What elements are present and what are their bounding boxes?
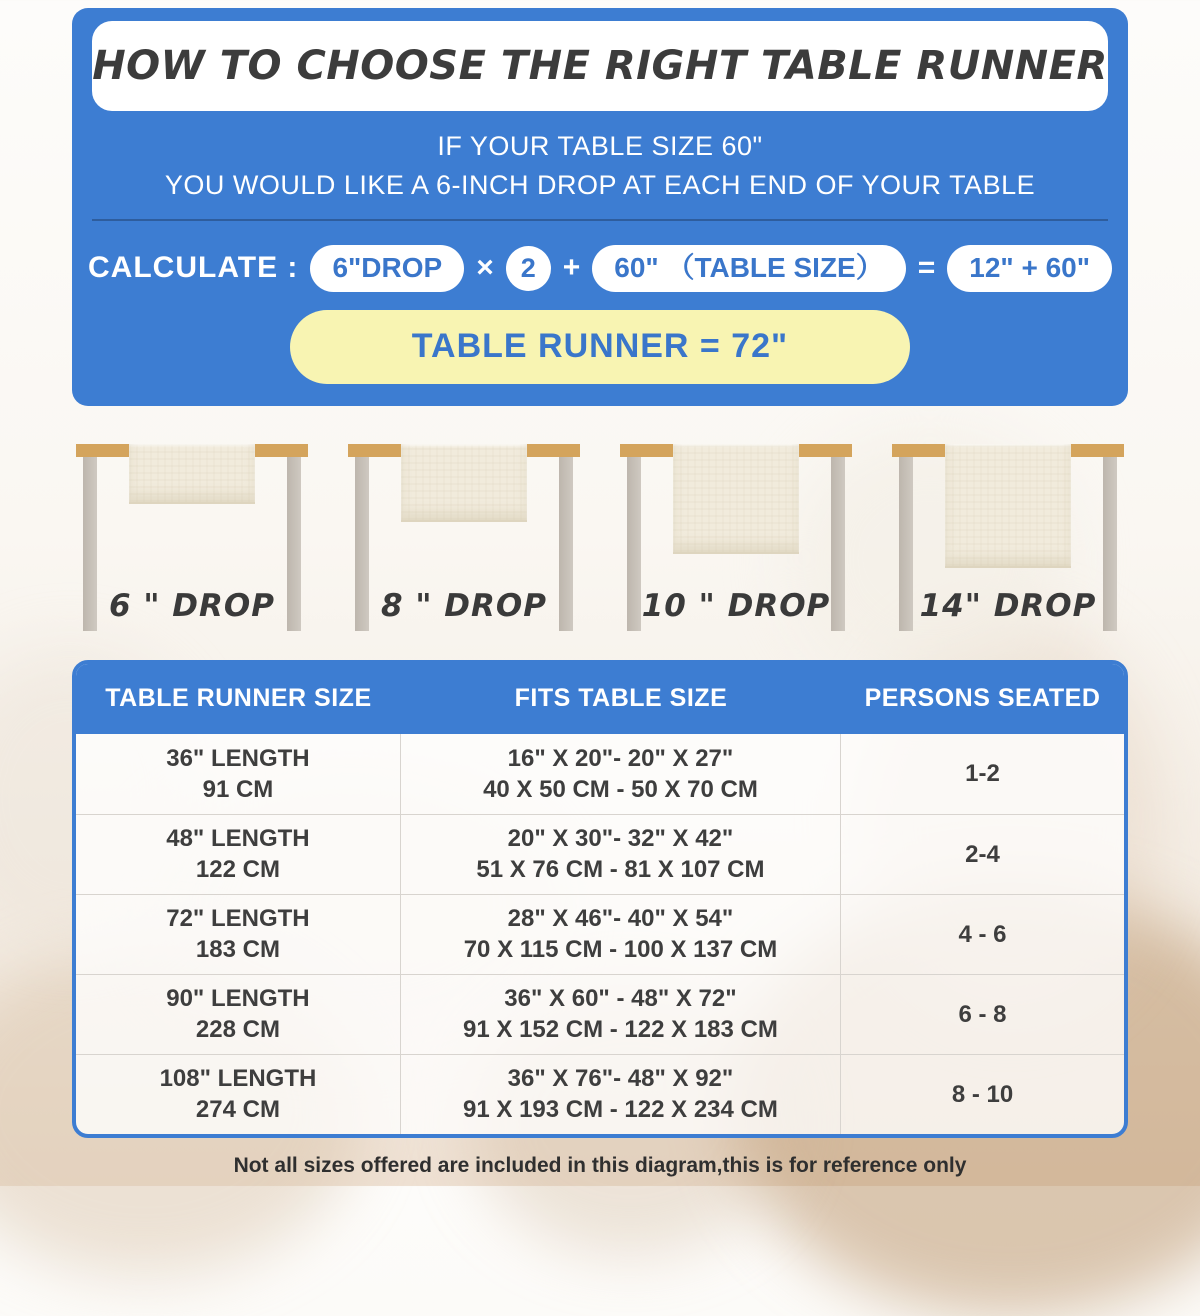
fits-size-in: 36" X 60" - 48" X 72": [504, 985, 737, 1013]
cell-runner-size: [76, 1055, 401, 1134]
drop-label: 6 " DROP: [109, 587, 275, 624]
cell-fits-size: [401, 734, 841, 814]
fits-size-cm: 91 X 152 CM - 122 X 183 CM: [463, 1016, 778, 1044]
runner-length-cm: 183 CM: [195, 936, 280, 964]
cell-persons: 2-4: [965, 840, 1000, 868]
runner-length-in: 108" LENGTH: [159, 1065, 317, 1093]
table-runner: [945, 444, 1071, 568]
fits-size-in: 20" X 30"- 32" X 42": [507, 825, 734, 853]
cell-persons: 8 - 10: [951, 1080, 1014, 1108]
multiply-sign: ×: [476, 251, 494, 285]
drop-label: 10 " DROP: [641, 587, 831, 624]
multiplier-badge: 2: [506, 246, 551, 291]
cell-runner-size: [76, 975, 401, 1054]
runner-length-in: 90" LENGTH: [166, 985, 310, 1013]
runner-length-in: 36" LENGTH: [166, 744, 310, 772]
drop-figures: [72, 444, 1128, 634]
table-figure-10-inch: [616, 444, 856, 634]
page-title: HOW TO CHOOSE THE RIGHT TABLE RUNNER: [92, 43, 1108, 89]
runner-length-in: 48" LENGTH: [166, 825, 310, 853]
subtitle-line-2: YOU WOULD LIKE A 6-INCH DROP AT EACH END OF YOUR TABLE: [164, 170, 1036, 200]
calculate-label: CALCULATE :: [88, 251, 299, 285]
table-row: [76, 734, 1124, 814]
cell-persons: 4 - 6: [958, 920, 1007, 948]
header-divider: [92, 219, 1108, 221]
size-table: [72, 660, 1128, 1138]
fits-size-cm: 40 X 50 CM - 50 X 70 CM: [483, 775, 758, 803]
column-header-runner-size: TABLE RUNNER SIZE: [105, 684, 372, 713]
table-figure-14-inch: [888, 444, 1128, 634]
size-table-header: [76, 664, 1124, 734]
fits-size-cm: 91 X 193 CM - 122 X 234 CM: [463, 1096, 778, 1124]
table-figure-6-inch: [72, 444, 312, 634]
header-panel: [72, 8, 1128, 406]
drop-label: 8 " DROP: [381, 587, 547, 624]
title-box: [92, 21, 1108, 111]
table-row: [76, 974, 1124, 1054]
footer-note: Not all sizes offered are included in this diagram,this is for reference only: [233, 1153, 967, 1177]
cell-runner-size: [76, 734, 401, 814]
result-pill: TABLE RUNNER = 72": [290, 310, 910, 384]
cell-fits-size: [401, 975, 841, 1054]
runner-length-cm: 274 CM: [195, 1096, 280, 1124]
fits-size-in: 16" X 20"- 20" X 27": [507, 744, 734, 772]
drop-pill: 6"DROP: [310, 245, 464, 292]
cell-fits-size: [401, 1055, 841, 1134]
runner-length-in: 72" LENGTH: [166, 905, 310, 933]
cell-persons: 6 - 8: [958, 1000, 1007, 1028]
column-header-persons: PERSONS SEATED: [864, 684, 1101, 713]
table-runner: [129, 444, 255, 504]
subtitle-line-1: IF YOUR TABLE SIZE 60": [437, 131, 763, 161]
cell-runner-size: [76, 895, 401, 974]
table-row: [76, 894, 1124, 974]
fits-size-cm: 70 X 115 CM - 100 X 137 CM: [463, 936, 778, 964]
calculation-row: [88, 245, 1108, 292]
drop-label: 14" DROP: [919, 587, 1097, 624]
table-row: [76, 1054, 1124, 1134]
infographic-root: [0, 8, 1200, 1178]
table-figure-8-inch: [344, 444, 584, 634]
fits-size-in: 36" X 76"- 48" X 92": [507, 1065, 734, 1093]
cell-persons: 1-2: [965, 760, 1000, 788]
column-header-fits-size: FITS TABLE SIZE: [514, 684, 728, 713]
sum-pill: 12" + 60": [947, 245, 1112, 292]
cell-runner-size: [76, 815, 401, 894]
equals-sign: =: [917, 251, 936, 285]
cell-fits-size: [401, 895, 841, 974]
table-runner: [401, 444, 527, 522]
runner-length-cm: 228 CM: [195, 1016, 280, 1044]
fits-size-cm: 51 X 76 CM - 81 X 107 CM: [476, 856, 765, 884]
runner-length-cm: 122 CM: [195, 856, 280, 884]
table-runner: [673, 444, 799, 554]
plus-sign: +: [562, 251, 581, 285]
table-row: [76, 814, 1124, 894]
runner-length-cm: 91 CM: [202, 775, 274, 803]
table-size-pill: 60" （TABLE SIZE）: [592, 245, 905, 292]
fits-size-in: 28" X 46"- 40" X 54": [507, 905, 734, 933]
cell-fits-size: [401, 815, 841, 894]
size-table-body: [76, 734, 1124, 1134]
